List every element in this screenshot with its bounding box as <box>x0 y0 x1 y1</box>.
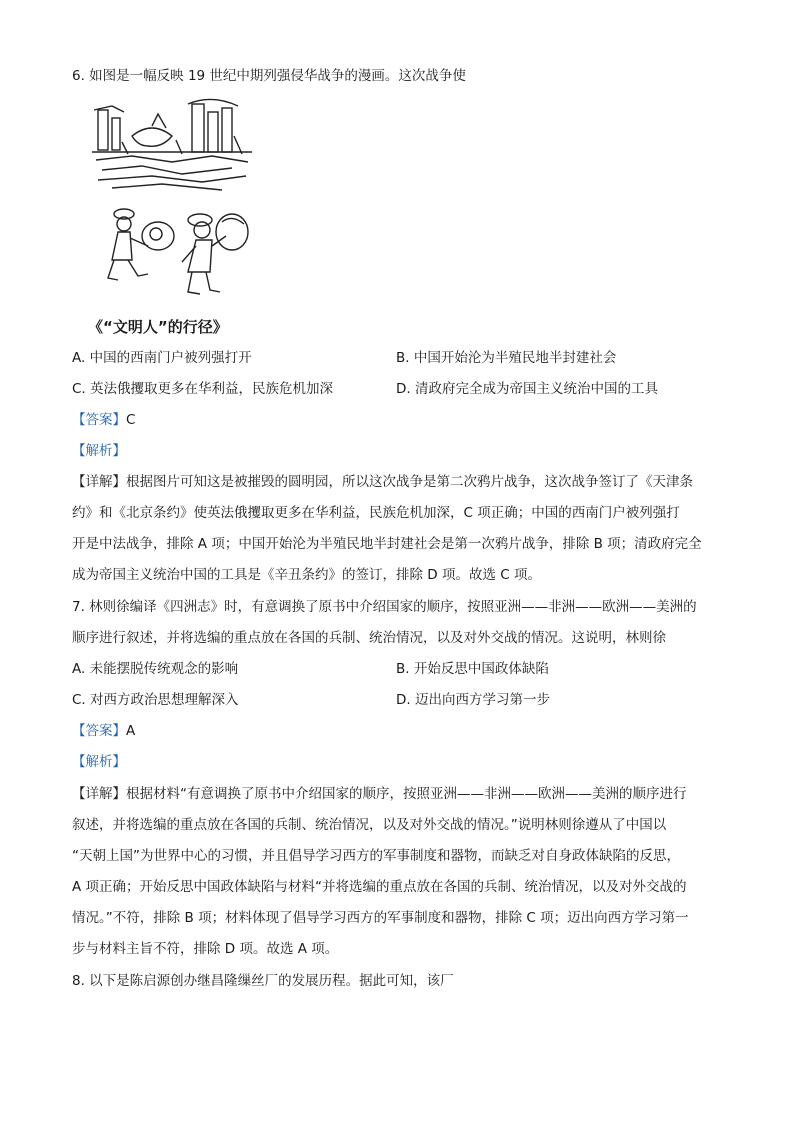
q7-option-d: D. 迈出向西方学习第一步 <box>396 692 550 708</box>
q7-option-a: A. 未能摆脱传统观念的影响 <box>72 661 239 677</box>
q6-analysis-label: 【解析】 <box>72 443 126 459</box>
q7-answer-label: 【答案】 <box>72 723 126 739</box>
q7-answer-value: A <box>126 723 136 739</box>
q7-stem-line-1: 7. 林则徐编译《四洲志》时，有意调换了原书中介绍国家的顺序，按照亚洲——非洲——欧洲——美洲的 <box>72 599 697 615</box>
q7-answer-row <box>72 721 135 741</box>
q7-detail-label: 【详解】 <box>72 786 126 802</box>
q7-detail-line-5: 情况。”不符，排除 B 项；材料体现了倡导学习西方的军事制度和器物，排除 C 项；迈出向西方学习第一 <box>72 910 689 926</box>
q6-option-a: A. 中国的西南门户被列强打开 <box>72 350 252 366</box>
q6-answer-label: 【答案】 <box>72 412 126 428</box>
q6-stem: 6. 如图是一幅反映 19 世纪中期列强侵华战争的漫画。这次战争使 <box>72 68 466 84</box>
q6-option-b: B. 中国开始沦为半殖民地半封建社会 <box>396 350 617 366</box>
q6-detail-line-2: 约》和《北京条约》使英法俄攫取更多在华利益，民族危机加深，C 项正确；中国的西南门户被列强打 <box>72 505 680 521</box>
q7-detail-line-4: A 项正确；开始反思中国政体缺陷与材料“并将选编的重点放在各国的兵制、统治情况，以及对外交战的 <box>72 879 687 895</box>
q7-detail-line-6: 步与材料主旨不符，排除 D 项。故选 A 项。 <box>72 941 339 957</box>
cartoon-illustration <box>92 96 252 304</box>
q7-option-c: C. 对西方政治思想理解深入 <box>72 692 239 708</box>
q6-option-d: D. 清政府完全成为帝国主义统治中国的工具 <box>396 381 658 397</box>
q6-detail-text: 根据图片可知这是被摧毁的圆明园，所以这次战争是第二次鸦片战争，这次战争签订了《天津条 <box>126 474 693 490</box>
figure-caption: 《“文明人”的行径》 <box>88 318 228 336</box>
q7-detail-line-3: “天朝上国”为世界中心的习惯，并且倡导学习西方的军事制度和器物，而缺乏对自身政体缺陷的反思， <box>72 848 680 864</box>
q8-stem: 8. 以下是陈启源创办继昌隆缫丝厂的发展历程。据此可知，该厂 <box>72 973 454 989</box>
q6-answer-value: C <box>126 412 136 428</box>
q6-detail-line-3: 开是中法战争，排除 A 项；中国开始沦为半殖民地半封建社会是第一次鸦片战争，排除 B 项；清政府完全 <box>72 536 702 552</box>
q6-detail-line-4: 成为帝国主义统治中国的工具是《辛丑条约》的签订，排除 D 项。故选 C 项。 <box>72 567 541 583</box>
q7-detail-text: 根据材料“有意调换了原书中介绍国家的顺序，按照亚洲——非洲——欧洲——美洲的顺序进行 <box>126 786 687 802</box>
q7-option-b: B. 开始反思中国政体缺陷 <box>396 661 549 677</box>
q7-detail-line-2: 叙述，并将选编的重点放在各国的兵制、统治情况，以及对外交战的情况。”说明林则徐遵从了中国以 <box>72 817 667 833</box>
q7-analysis-label: 【解析】 <box>72 754 126 770</box>
q6-detail-label: 【详解】 <box>72 474 126 490</box>
q6-detail-line-1 <box>72 472 693 492</box>
q6-answer-row <box>72 410 135 430</box>
q7-detail-line-1 <box>72 784 687 804</box>
q7-stem-line-2: 顺序进行叙述，并将选编的重点放在各国的兵制、统治情况，以及对外交战的情况。这说明，林则徐 <box>72 630 666 646</box>
q6-option-c: C. 英法俄攫取更多在华利益，民族危机加深 <box>72 381 334 397</box>
